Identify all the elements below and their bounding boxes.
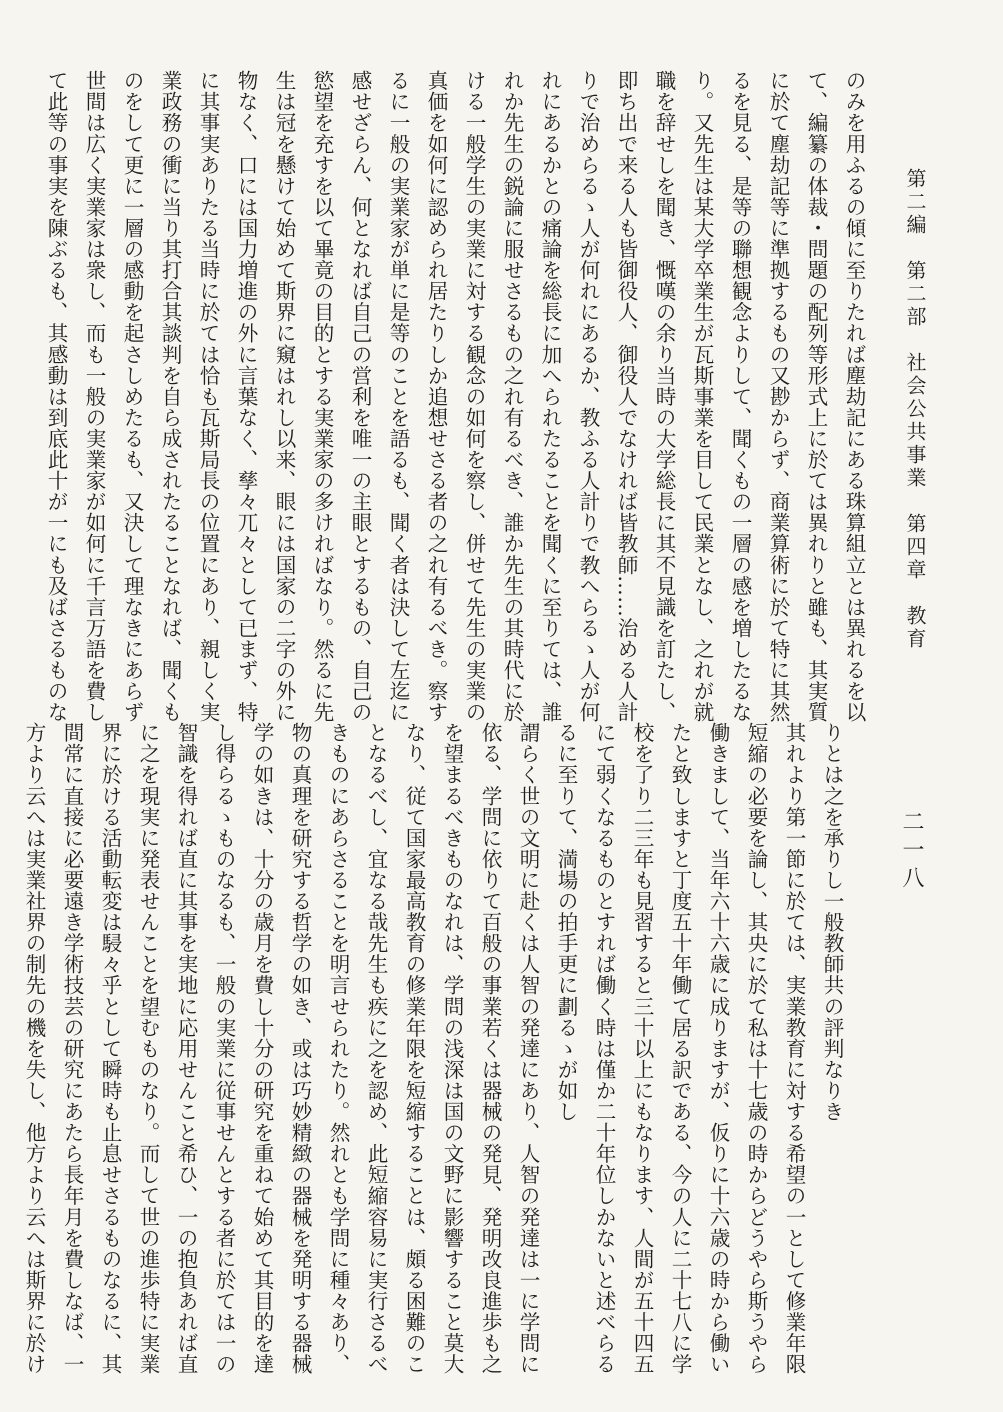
text-line: 智識を得れば直に其事を実地に応用せんこと希ひ、一の抱負あれば直 xyxy=(174,722,198,1375)
text-line: きものにあらさることを明言せられたり。然れとも学問に種々あり、 xyxy=(326,722,350,1375)
text-line: 即ち出で来る人も皆御役人、御役人でなければ皆教師……治める人計 xyxy=(614,70,638,723)
page-number: 二一八 xyxy=(899,810,924,894)
text-line: なり、従て国家最高教育の修業年限を短縮することは、頗る困難のこ xyxy=(402,722,426,1375)
text-line: となるべし、宜なる哉先生も疾に之を認め、此短縮容易に実行さるべ xyxy=(364,722,388,1375)
text-line: るに至りて、満場の拍手更に劃るゝが如し xyxy=(554,722,578,1122)
text-line: て、編纂の体裁・問題の配列等形式上に於ては異れりと雖も、其実質 xyxy=(804,70,828,723)
text-line: るに一般の実業家が単に是等のことを語るも、聞く者は決して左迄に xyxy=(386,70,410,723)
text-line: 感せざらん、何となれば自己の営利を唯一の主眼とするもの、自己の xyxy=(348,70,372,723)
text-line: のみを用ふるの傾に至りたれば塵劫記にある珠算組立とは異れるを以 xyxy=(842,70,866,723)
text-line: に之を現実に発表せんことを望むものなり。而して世の進歩特に実業 xyxy=(136,722,160,1375)
text-line: 世間は広く実業家は衆し、而も一般の実業家が如何に千言万語を費し xyxy=(82,70,106,723)
text-line: に於て塵劫記等に準拠するもの又尠からず、商業算術に於て特に其然 xyxy=(766,70,790,723)
text-line: にて弱くなるものとすれば働く時は僅か二十年位しかないと述べらる xyxy=(592,722,616,1375)
text-line: 校を了り二三年も見習すると三十以上にもなります、人間が五十四五 xyxy=(630,722,654,1375)
text-line: りで治めらるゝ人が何れにあるか、教ふる人計りで教へらるゝ人が何 xyxy=(576,70,600,723)
text-line: 慾望を充すを以て畢竟の目的とする実業家の多ければなり。然るに先 xyxy=(310,70,334,723)
text-line: 謂らく世の文明に赴くは人智の発達にあり、人智の発達は一に学問に xyxy=(516,722,540,1375)
text-line: 依る、学問に依りて百般の事業若くは器械の発見、発明改良進歩も之 xyxy=(478,722,502,1375)
text-line: ける一般学生の実業に対する観念の如何を察し、併せて先生の実業の xyxy=(462,70,486,723)
text-line: を望まるべきものなれは、学問の浅深は国の文野に影響すること莫大 xyxy=(440,722,464,1375)
text-line: 物の真理を研究する哲学の如き、或は巧妙精緻の器械を発明する器械 xyxy=(288,722,312,1375)
text-line: るを見る、是等の聯想観念よりして、聞くもの一層の感を増したるな xyxy=(728,70,752,723)
text-line: 物なく、口には国力増進の外に言葉なく、孳々兀々として已まず、特 xyxy=(234,70,258,723)
text-line: 生は冠を懸けて始めて斯界に窺はれし以来、眼には国家の二字の外に xyxy=(272,70,296,723)
text-line: 其れより第一節に於ては、実業教育に対する希望の一として修業年限 xyxy=(782,722,806,1375)
lower-text-block xyxy=(22,722,851,1375)
text-line: りとは之を承りし一般教師共の評判なりき xyxy=(820,722,844,1122)
text-line: て此等の事実を陳ぶるも、其感動は到底此十が一にも及ばさるものな xyxy=(44,70,68,723)
text-line: し得らるゝものなるも、一般の実業に従事せんとする者に於ては一の xyxy=(212,722,236,1375)
text-line: れにあるかとの痛論を総長に加へられたることを聞くに至りては、誰 xyxy=(538,70,562,723)
text-line: 短縮の必要を論し、其央に於て私は十七歳の時からどうやら斯うやら xyxy=(744,722,768,1375)
text-line: のをして更に一層の感動を起さしめたるも、又決して理なきにあらず xyxy=(120,70,144,723)
text-line: たと致しますと丁度五十年働て居る訳である、今の人に二十七八に学 xyxy=(668,722,692,1375)
text-line: に其事実ありたる当時に於ては恰も瓦斯局長の位置にあり、親しく実 xyxy=(196,70,220,723)
text-line: れか先生の鋭論に服せさるもの之れ有るべき、誰か先生の其時代に於 xyxy=(500,70,524,723)
text-line: 界に於ける活動転変は駸々乎として瞬時も止息せさるものなるに、其 xyxy=(98,722,122,1375)
text-line: り。又先生は某大学卒業生が瓦斯事業を目して民業となし、之れが就 xyxy=(690,70,714,723)
text-line: 職を辞せしを聞き、慨嘆の余り当時の大学総長に其不見識を訂たし、 xyxy=(652,70,676,723)
text-line: 働きまして、当年六十六歳に成りますが、仮りに十六歳の時から働い xyxy=(706,722,730,1375)
text-line: 学の如きは、十分の歳月を費し十分の研究を重ねて始めて其目的を達 xyxy=(250,722,274,1375)
text-line: 方より云へは実業社界の制先の機を失し、他方より云へは斯界に於け xyxy=(22,722,46,1375)
text-line: 間常に直接に必要遠き学術技芸の研究にあたら長年月を費しなば、一 xyxy=(60,722,84,1375)
upper-text-block xyxy=(44,70,873,723)
running-header: 第二編 第二部 社会公共事業 第四章 教育 xyxy=(903,168,927,651)
text-line: 業政務の衝に当り其打合其談判を自ら成されたることなれば、聞くも xyxy=(158,70,182,723)
text-line: 真価を如何に認められ居たりしか追想せさる者の之れ有るべき。察す xyxy=(424,70,448,723)
